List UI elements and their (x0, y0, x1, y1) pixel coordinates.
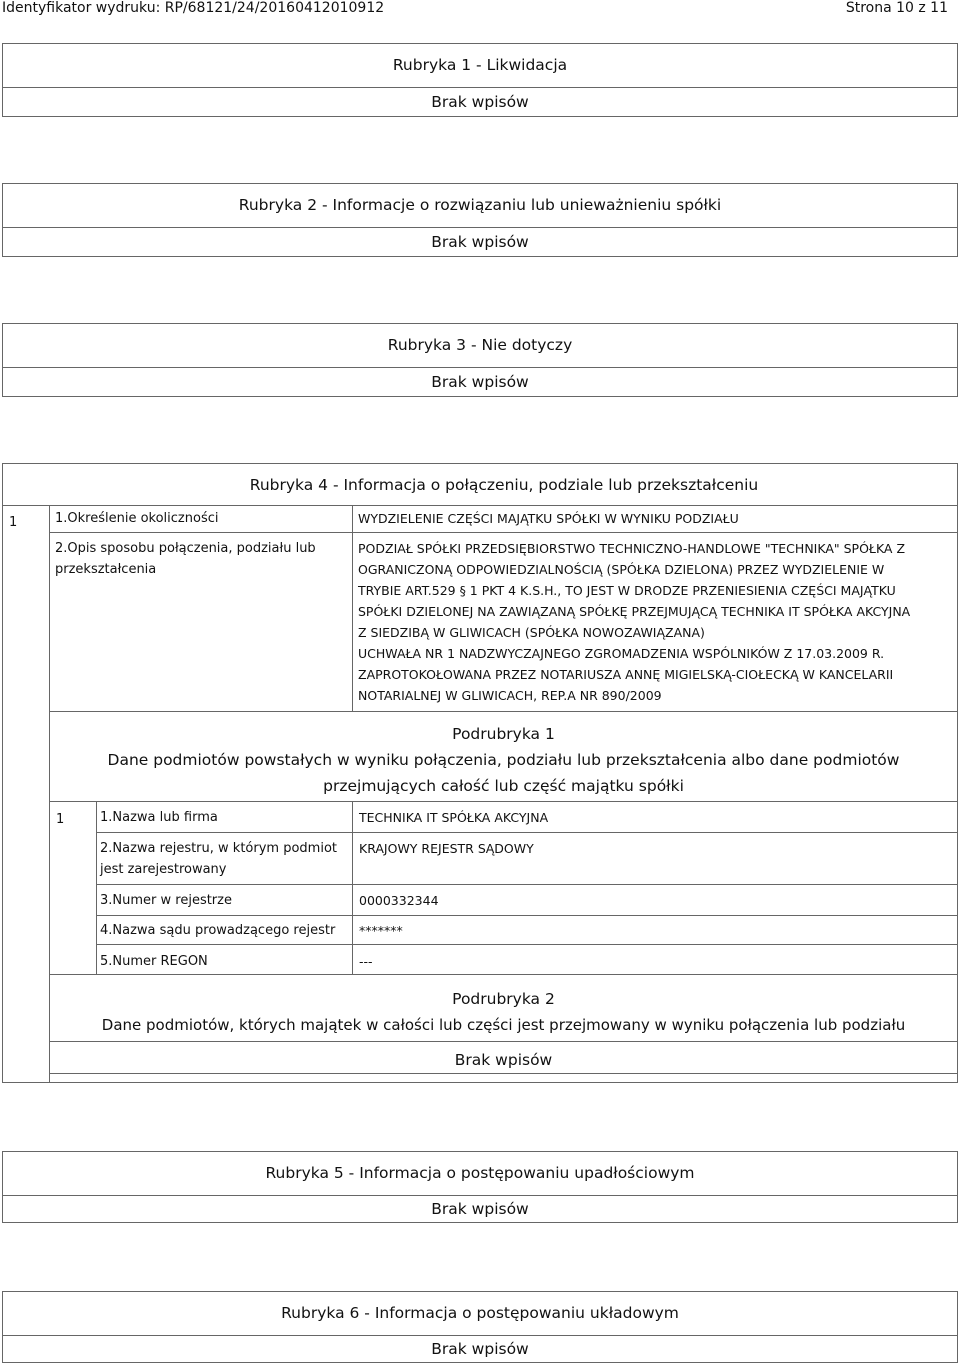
rubryka-5-content: Brak wpisów (431, 1200, 529, 1218)
rubryka-5-title: Rubryka 5 - Informacja o postępowaniu upadłościowym (265, 1164, 695, 1182)
podrubryka-1-subtitle-line1: Dane podmiotów powstałych w wyniku połączenia, podziału lub przekształcenia albo dane podmiotów (107, 751, 900, 769)
court-value: ******* (359, 923, 403, 938)
rubryka-2-section (2, 183, 958, 257)
podrubryka-1-subtitle-line2: przejmujących całość lub część majątku spółki (323, 777, 684, 795)
regon-value: --- (359, 954, 373, 969)
name-label: 1.Nazwa lub firma (100, 810, 218, 825)
rubryka-3-section (2, 323, 958, 397)
rubryka-3-title: Rubryka 3 - Nie dotyczy (387, 336, 573, 354)
registry-value: KRAJOWY REJESTR SĄDOWY (359, 841, 534, 856)
method-label: 2.Opis sposobu połączenia, podziału lub przekształcenia (55, 541, 316, 577)
rubryka-3-content: Brak wpisów (431, 373, 529, 391)
page-number: Strona 10 z 11 (845, 0, 948, 16)
podrubryka-1-title: Podrubryka 1 (452, 725, 555, 743)
circumstances-value: WYDZIELENIE CZĘŚCI MAJĄTKU SPÓŁKI W WYNIKU PODZIAŁU (358, 511, 739, 526)
podrubryka-1-entry-number: 1 (56, 812, 65, 827)
rubryka-6-section (2, 1291, 958, 1363)
circumstances-label: 1.Określenie okoliczności (55, 511, 219, 526)
method-value: PODZIAŁ SPÓŁKI PRZEDSIĘBIORSTWO TECHNICZNO-HANDLOWE "TECHNIKA" SPÓŁKA Z OGRANICZONĄ ODPOWIEDZIALNOŚCIĄ (SPÓŁKA DZIELONA) PRZEZ WYDZIELENIE W TRYBIE ART.529 § 1 PKT 4 K.S.H., TO JEST W DRODZE PRZENIESIENIA CZĘŚCI MAJĄTKU SPÓŁKI DZIELONEJ NA ZAWIĄZANĄ SPÓŁKĘ PRZEJMUJĄCĄ TECHNIKA IT SPÓŁKA AKCYJNA Z SIEDZIBĄ W GLIWICACH (SPÓŁKA NOWOZAWIĄZANA) UCHWAŁA NR 1 NADZWYCZAJNEGO ZGROMADZENIA WSPÓLNIKÓW Z 17.03.2009 R. ZAPROTOKOŁOWANA PRZEZ NOTARIUSZA ANNĘ MIGIELSKĄ-CIOŁECKĄ W KANCELARII NOTARIALNEJ W GLIWICACH, REP.A NR 890/2009 (358, 541, 911, 703)
registry-label: 2.Nazwa rejestru, w którym podmiot jest zarejestrowany (100, 841, 337, 877)
registry-number-label: 3.Numer w rejestrze (100, 893, 232, 908)
rubryka-4-title: Rubryka 4 - Informacja o połączeniu, podziale lub przekształceniu (249, 476, 759, 494)
rubryka-2-content: Brak wpisów (431, 233, 529, 251)
print-identifier: Identyfikator wydruku: RP/68121/24/20160412010912 (2, 0, 385, 16)
rubryka-6-title: Rubryka 6 - Informacja o postępowaniu układowym (281, 1304, 679, 1322)
registry-number-value: 0000332344 (359, 893, 439, 908)
podrubryka-2-title: Podrubryka 2 (452, 990, 555, 1008)
podrubryka-2-content: Brak wpisów (454, 1051, 553, 1069)
rubryka-1-title: Rubryka 1 - Likwidacja (392, 56, 568, 74)
rubryka-4-entry-number: 1 (9, 515, 18, 530)
regon-label: 5.Numer REGON (100, 954, 208, 969)
rubryka-5-section (2, 1151, 958, 1223)
rubryka-1-content: Brak wpisów (431, 93, 529, 111)
name-value: TECHNIKA IT SPÓŁKA AKCYJNA (359, 810, 549, 825)
rubryka-2-title: Rubryka 2 - Informacje o rozwiązaniu lub unieważnieniu spółki (238, 196, 722, 214)
podrubryka-2-subtitle: Dane podmiotów, których majątek w całości lub części jest przejmowany w wyniku połączenia lub podziału (101, 1016, 906, 1034)
court-label: 4.Nazwa sądu prowadzącego rejestr (100, 923, 336, 938)
rubryka-6-content: Brak wpisów (431, 1340, 529, 1358)
rubryka-1-section (2, 43, 958, 117)
